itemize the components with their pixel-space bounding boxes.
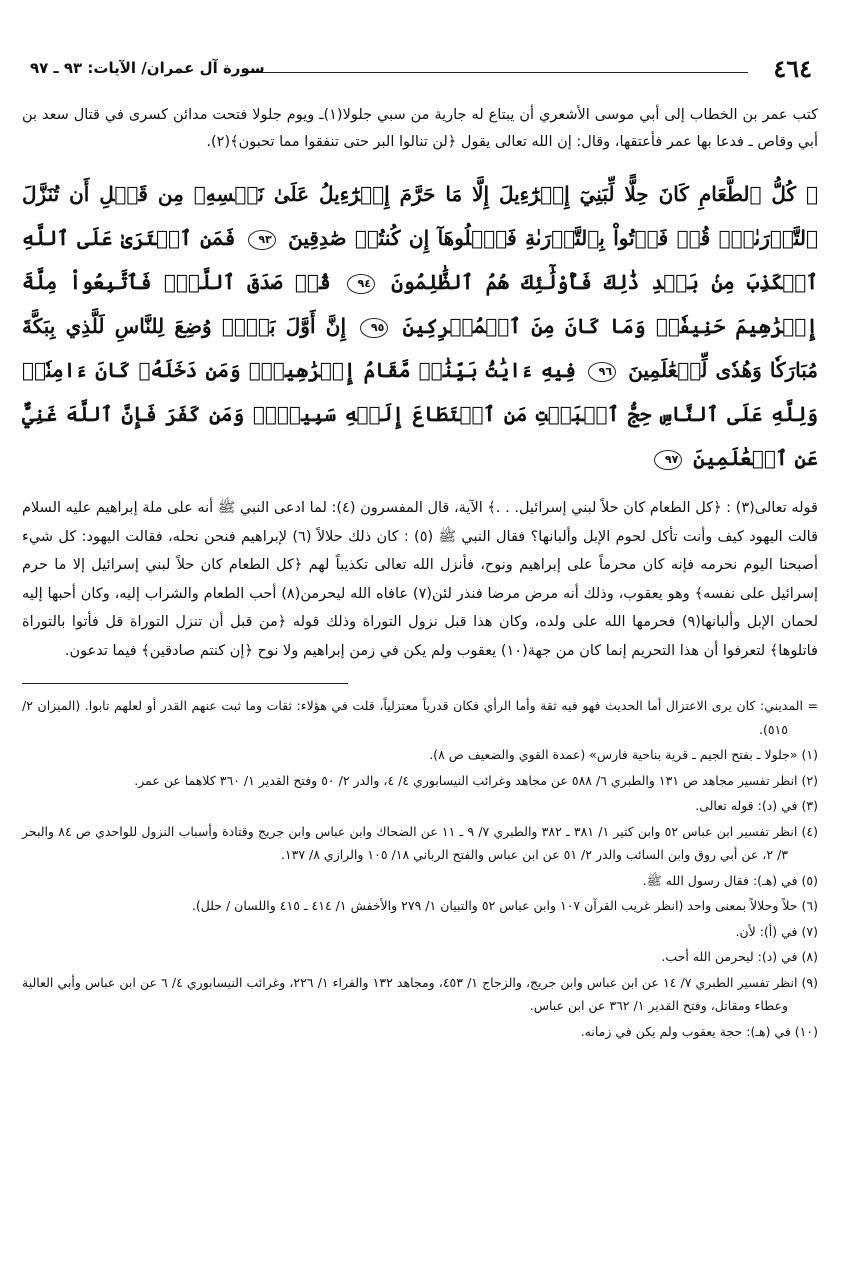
footnote-separator (22, 683, 348, 684)
footnote-2: (٢) انظر تفسير مجاهد ص ١٣١ والطبري ٦/ ٥٨٨ عن مجاهد وغرائب النيسابوري ٤/ ٤، والدر ٢/ ٥٠ وفتح القدير ١/ ٣٦٠ كلاهما عن عمر. (134, 772, 818, 788)
verse-94-text: فَمَنِ ٱفۡتَرَىٰ عَلَى ٱللَّهِ ٱلۡكَذِبَ مِنۢ بَعۡدِ ذَٰلِكَ فَأُوْلَٰٓئِكَ هُمُ ٱلظَّٰلِمُونَ (22, 226, 818, 294)
verse-number-marker: ٩٦ (588, 362, 616, 382)
intro-paragraph: كتب عمر بن الخطاب إلى أبي موسى الأشعري أن يبتاع له جارية من سبي جلولا(١)ـ ويوم جلولا فتحت مدائن كسرى في قتال سعد بن أبي وقاص ـ فدعا بها عمر فأعتقها، وقال: إن الله تعالى يقول ﴿لن تنالوا البر حتى تنفقوا مما تحبون﴾(٢). (22, 107, 818, 150)
tafsir-paragraph: قوله تعالى(٣) : ﴿كل الطعام كان حلاً لبني إسرائيل. . .﴾ الآية، قال المفسرون (٤): لما ادعى النبي ﷺ أنه على ملة إبراهيم عليه السلام قالت اليهود كيف وأنت تأكل لحوم الإبل وألبانها؟ فقال النبي ﷺ (٥) : كان ذلك حلالاً (٦) لإبراهيم فنحن نحله، فقالت اليهود: كل شيء أصبحنا اليوم نحرمه فإنه كان محرماً على إبراهيم ونوح، فأنزل الله تعالى تكذيباً لهم ﴿كل الطعام كان حلاً لبني إسرائيل إلا ما حرم إسرائيل على نفسه﴾ وهو يعقوب، وذلك أنه مرض مرضا فنذر لئن(٧) عافاه الله ليحرمن(٨) أحب الطعام والشراب إليه، وكان أحبها إليه لحمان الإبل وألبانها(٩) فحرمها الله على ولده، وكان هذا قبل نزول التوراة وذلك قوله ﴿من قبل أن تنزل التوراة قل فأتوا بالتوراة فاتلوها﴾ لتعرفوا أن هذا التحريم إنما كان من جهة(١٠) يعقوب ولم يكن في زمن إبراهيم ولا نوح ﴿إن كنتم صادقين﴾ فيما تدعون. (22, 500, 819, 659)
verse-number-marker: ٩٣ (248, 230, 276, 250)
verse-95-text: قُلۡ صَدَقَ ٱللَّهُۗ فَٱتَّبِعُواْ مِلَّةَ إِبۡرَٰهِيمَ حَنِيفٗاۖ وَمَا كَانَ مِنَ ٱلۡمُشۡرِكِينَ (22, 270, 819, 338)
verse-93-text: ۞ كُلُّ ٱلطَّعَامِ كَانَ حِلًّا لِّبَنِيٓ إِسۡرَٰٓءِيلَ إِلَّا مَا حَرَّمَ إِسۡرَٰٓءِيلُ عَلَىٰ نَفۡسِهِۦ مِن قَبۡلِ أَن تُنَزَّلَ ٱلتَّوۡرَىٰةُۚ قُلۡ فَأۡتُواْ بِٱلتَّوۡرَىٰةِ فَٱتۡلُوهَآ إِن كُنتُمۡ صَٰدِقِينَ (22, 182, 818, 250)
footnote-8: (٨) في (د): ليحرمن الله أحب. (661, 949, 818, 964)
footnote-3: (٣) في (د): قوله تعالى. (695, 798, 818, 813)
verse-96-text: إِنَّ أَوَّلَ بَيۡتٖ وُضِعَ لِلنَّاسِ لَلَّذِي بِبَكَّةَ مُبَارَكٗا وَهُدٗى لِّلۡعَٰلَمِينَ (22, 314, 819, 382)
footnote-continued: = المديني: كان يرى الاعتزال أما الحديث فهو فيه ثقة وأما الرأي فكان قدرياً معتزلياً، قلت في هؤلاء: ثقات وما ثبت عنهم القدر أو لعلهم تابوا. (الميزان ٢/ ٥١٥). (22, 698, 818, 737)
verse-number-marker: ٩٧ (654, 450, 682, 470)
header-rule (242, 72, 748, 73)
footnote-4: (٤) انظر تفسير ابن عباس ٥٢ وابن كثير ١/ ٣٨١ ـ ٣٨٢ والطبري ٧/ ٩ ـ ١١ عن الضحاك وابن عباس وابن جريج وقتادة وأسباب النزول للواحدي ص ٨٤ والبحر ٣/ ٢، عن أبي روق وابن السائب والدر ٢/ ٥١ عن ابن عباس والفتح الرباني ١٨/ ١٠٥ والرازي ٨/ ١٣٧. (22, 823, 819, 862)
footnote-1: (١) «جلولا ـ بفتح الجيم ـ قرية بناحية فارس» (عمدة القوي والضعيف ص ٨). (429, 747, 818, 762)
footnote-9: (٩) انظر تفسير الطبري ٧/ ١٤ عن ابن عباس وابن جريج، والزجاج ١/ ٤٥٣، ومجاهد ١٣٢ والفراء ١/ ٢٢٦، وغرائب النيسابوري ٤/ ٦ عن ابن عباس وأبي العالية وعطاء ومقاتل، وفتح القدير ١/ ٣٦٢ عن ابن عباس. (22, 974, 819, 1013)
footnotes (22, 694, 818, 1043)
footnote-5: (٥) في (هـ): فقال رسول الله ﷺ. (642, 872, 818, 888)
verse-number-marker: ٩٥ (360, 318, 388, 338)
page-number: ٤٦٤ (773, 54, 812, 83)
verse-97-text: فِيهِ ءَايَٰتُۢ بَيِّنَٰتٞ مَّقَامُ إِبۡرَٰهِيمَۖ وَمَن دَخَلَهُۥ كَانَ ءَامِنٗاۗ وَلِلَّهِ عَلَى ٱلنَّاسِ حِجُّ ٱلۡبَيۡتِ مَنِ ٱسۡتَطَاعَ إِلَيۡهِ سَبِيلٗاۚ وَمَن كَفَرَ فَإِنَّ ٱللَّهَ غَنِيٌّ عَنِ ٱلۡعَٰلَمِينَ (22, 358, 818, 470)
footnote-7: (٧) في (أ): لأن. (735, 923, 818, 939)
running-title: سورة آل عمران/ الآيات: ٩٣ ـ ٩٧ (30, 59, 265, 77)
page-header (22, 50, 818, 90)
footnote-6: (٦) حلاً وحلالاً بمعنى واحد (انظر غريب القرآن ١٠٧ وابن عباس ٥٢ والتبيان ١/ ٢٧٩ والأخفش ١/ ٤١٤ ـ ٤١٥ واللسان / حلل). (191, 898, 818, 913)
quran-verses (22, 172, 818, 480)
book-page (22, 50, 818, 1240)
footnote-10: (١٠) في (هـ): حجة يعقوب ولم يكن في زمانه. (580, 1023, 818, 1039)
verse-number-marker: ٩٤ (347, 274, 375, 294)
